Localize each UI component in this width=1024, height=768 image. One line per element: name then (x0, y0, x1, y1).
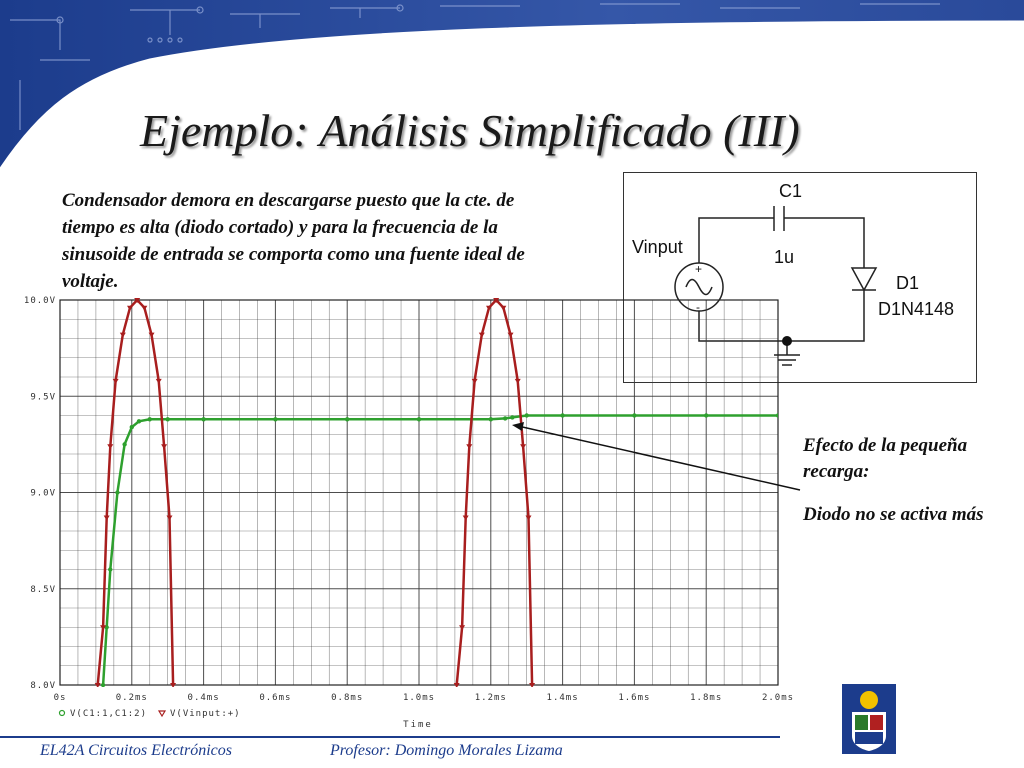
source-plus: + (695, 262, 703, 276)
x-tick-label: 1.0ms (402, 693, 436, 703)
description-text: Condensador demora en descargarse puesto que la cte. de tiempo es alta (diodo cortado) y para la frecuencia de la sinusoide de entrada se comporta como una fuente ideal de voltaje. (62, 190, 525, 292)
footer-divider (0, 736, 780, 738)
data-point (776, 413, 780, 417)
data-point (137, 419, 141, 423)
data-point (503, 416, 507, 420)
data-point (459, 625, 465, 630)
data-point (166, 417, 170, 421)
capacitor-value: 1u (774, 247, 795, 267)
data-point (130, 425, 134, 429)
source-minus: - (696, 300, 700, 314)
x-tick-label: 0s (53, 693, 67, 703)
data-point (345, 417, 349, 421)
data-point (273, 417, 277, 421)
x-axis-label: Time (403, 720, 433, 730)
data-point (489, 417, 493, 421)
y-tick-label: 9.5V (30, 392, 56, 403)
data-point (201, 417, 205, 421)
data-point (525, 413, 529, 417)
x-tick-label: 0.8ms (331, 693, 364, 703)
data-point (101, 683, 105, 687)
diode-model: D1N4148 (878, 299, 955, 319)
data-point (122, 442, 126, 446)
y-tick-label: 8.0V (30, 681, 56, 691)
waveform-chart (0, 280, 795, 735)
data-point (141, 306, 147, 311)
legend-label: V(Vinput:+) (170, 709, 241, 719)
data-point (508, 333, 514, 338)
footer-course: EL42A Circuitos Electrónicos (40, 742, 232, 759)
data-point (115, 490, 119, 494)
data-point (463, 516, 469, 521)
data-point (149, 333, 155, 338)
data-point (166, 516, 172, 521)
university-logo (842, 684, 896, 754)
data-point (104, 516, 110, 521)
data-point (466, 444, 472, 449)
data-point (479, 333, 485, 338)
footer-professor: Profesor: Domingo Morales Lizama (330, 742, 563, 759)
legend-marker (60, 711, 65, 716)
x-tick-label: 1.2ms (474, 693, 507, 703)
note-recarga: Efecto de la pequeña recarga: (803, 435, 968, 482)
data-point (704, 413, 708, 417)
x-tick-label: 0.6ms (259, 693, 292, 703)
data-point (525, 516, 531, 521)
x-tick-label: 0.4ms (187, 693, 220, 703)
data-point (500, 306, 506, 311)
data-point (472, 379, 478, 384)
chart-axes (24, 296, 794, 703)
data-point (107, 444, 113, 449)
x-tick-label: 1.8ms (690, 693, 723, 703)
chart-legend (60, 709, 241, 719)
x-tick-label: 2.0ms (761, 693, 795, 703)
legend-label: V(C1:1,C1:2) (70, 709, 148, 719)
data-point (161, 444, 167, 449)
capacitor-name: C1 (779, 181, 803, 201)
x-tick-label: 1.6ms (618, 693, 651, 703)
data-point (520, 444, 526, 449)
y-tick-label: 8.5V (30, 584, 56, 595)
y-tick-label: 10.0V (23, 296, 56, 306)
x-tick-label: 1.4ms (546, 693, 579, 703)
y-tick-label: 9.0V (30, 488, 56, 499)
source-name: Vinput (632, 237, 683, 257)
diode-name: D1 (896, 273, 920, 293)
data-point (632, 413, 636, 417)
data-point (560, 413, 564, 417)
data-point (120, 333, 126, 338)
annotation-arrow (512, 422, 800, 490)
x-tick-label: 0.2ms (115, 693, 148, 703)
data-point (510, 415, 514, 419)
note-diodo: Diodo no se activa más (803, 504, 984, 525)
data-point (156, 379, 162, 384)
data-point (417, 417, 421, 421)
data-point (113, 379, 119, 384)
data-point (515, 379, 521, 384)
data-point (148, 417, 152, 421)
data-point (108, 567, 112, 571)
legend-marker (159, 711, 165, 716)
slide-title: Ejemplo: Análisis Simplificado (III) (140, 105, 800, 156)
